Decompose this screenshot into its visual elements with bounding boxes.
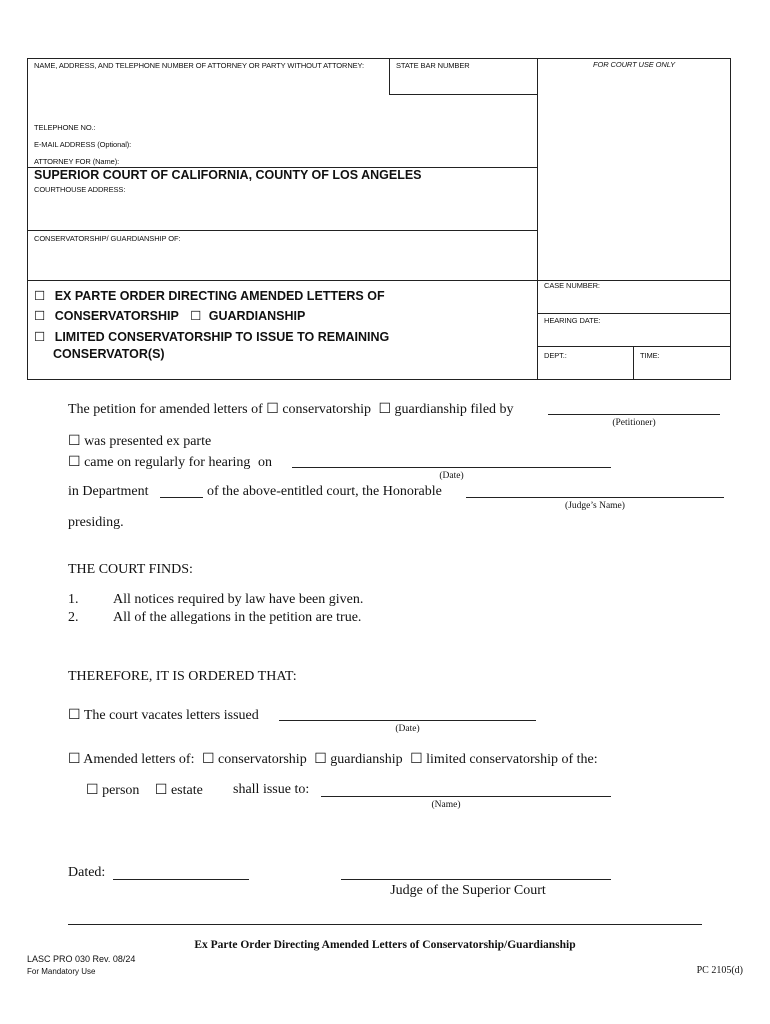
attorney-label: NAME, ADDRESS, AND TELEPHONE NUMBER OF ATTORNEY OR PARTY WITHOUT ATTORNEY: [34, 61, 365, 70]
dated-label: Dated: [68, 865, 106, 880]
petition-line [68, 401, 514, 418]
amended-letters-line [68, 751, 598, 768]
checkbox-amended-conservatorship[interactable]: ☐ [201, 752, 215, 767]
ex-parte-text: was presented ex parte [84, 434, 212, 449]
title-line3 [34, 329, 389, 344]
issue-to-name-field[interactable] [321, 796, 611, 797]
checkbox-ex-parte[interactable]: ☐ [68, 434, 81, 449]
title-guardianship: GUARDIANSHIP [208, 309, 306, 323]
department-text: in Department [68, 484, 149, 499]
title-line1 [34, 288, 385, 303]
checkbox-petition-guardianship[interactable]: ☐ [378, 402, 392, 417]
amended-limited: limited conservatorship of the: [426, 752, 598, 767]
vacates-date-caption: (Date) [395, 724, 420, 734]
hearing-date-caption: (Date) [439, 471, 464, 481]
footer-divider [68, 924, 702, 925]
title-line1-text: EX PARTE ORDER DIRECTING AMENDED LETTERS OF [54, 289, 385, 303]
estate-text: estate [170, 783, 203, 798]
judge-signature-field[interactable] [341, 879, 611, 880]
hearing-text: came on regularly for hearing [84, 455, 251, 470]
hearing-date-label: HEARING DATE: [544, 316, 601, 325]
petition-guardianship: guardianship [394, 402, 467, 417]
time-label: TIME: [640, 351, 660, 360]
telephone-label: TELEPHONE NO.: [34, 123, 96, 132]
checkbox-amended-limited[interactable]: ☐ [410, 752, 423, 767]
footer-title: Ex Parte Order Directing Amended Letters of Conservatorship/Guardianship [194, 939, 576, 951]
title-line3-text: LIMITED CONSERVATORSHIP TO ISSUE TO REMAINING [54, 330, 390, 344]
court-name: SUPERIOR COURT OF CALIFORNIA, COUNTY OF LOS ANGELES [34, 168, 422, 182]
checkbox-person[interactable]: ☐ [86, 783, 99, 798]
title-checkbox-conservatorship[interactable]: ☐ [34, 309, 46, 323]
judge-name-caption: (Judge’s Name) [565, 501, 625, 511]
email-label: E-MAIL ADDRESS (Optional): [34, 140, 132, 149]
petition-text: The petition for amended letters of [68, 402, 263, 417]
vacates-line [68, 707, 259, 724]
hearing-date-field[interactable] [292, 467, 611, 468]
title-checkbox-guardianship[interactable]: ☐ [190, 309, 202, 323]
person-estate-line [86, 782, 203, 799]
amended-guardianship: guardianship [330, 752, 403, 767]
title-conservatorship: CONSERVATORSHIP [54, 309, 179, 323]
court-finds-heading: THE COURT FINDS: [68, 562, 193, 577]
courthouse-label: COURTHOUSE ADDRESS: [34, 185, 126, 194]
issue-to-name-caption: (Name) [431, 800, 461, 810]
checkbox-estate[interactable]: ☐ [154, 783, 168, 798]
judge-signature-label: Judge of the Superior Court [390, 883, 546, 898]
title-checkbox-exparte[interactable]: ☐ [34, 289, 46, 303]
checkbox-vacates[interactable]: ☐ [68, 708, 81, 723]
checkbox-amended[interactable]: ☐ [68, 752, 81, 767]
footer-mandatory: For Mandatory Use [27, 967, 96, 976]
checkbox-hearing[interactable]: ☐ [68, 455, 81, 470]
finding-2-number: 2. [68, 610, 79, 625]
checkbox-amended-guardianship[interactable]: ☐ [314, 752, 327, 767]
state-bar-label: STATE BAR NUMBER [396, 61, 470, 70]
footer-pc-code: PC 2105(d) [696, 965, 743, 976]
amended-letters-text: Amended letters of: [83, 752, 195, 767]
presiding-text: presiding. [68, 515, 124, 530]
department-field[interactable] [160, 497, 203, 498]
checkbox-petition-conservatorship[interactable]: ☐ [266, 402, 279, 417]
hearing-line [68, 454, 272, 471]
above-entitled-text: of the above-entitled court, the Honorable [207, 484, 442, 499]
finding-2: All of the allegations in the petition are true. [113, 610, 362, 625]
petitioner-caption: (Petitioner) [612, 418, 656, 428]
title-line4: CONSERVATOR(S) [53, 347, 165, 361]
title-checkbox-limited[interactable]: ☐ [34, 330, 46, 344]
petitioner-field[interactable] [548, 414, 720, 415]
vacates-date-field[interactable] [279, 720, 536, 721]
dated-field[interactable] [113, 879, 249, 880]
ex-parte-line [68, 433, 211, 450]
amended-conservatorship: conservatorship [218, 752, 307, 767]
ordered-heading: THEREFORE, IT IS ORDERED THAT: [68, 669, 297, 684]
vacates-text: The court vacates letters issued [83, 708, 259, 723]
conservatorship-label: CONSERVATORSHIP/ GUARDIANSHIP OF: [34, 234, 181, 243]
judge-name-field[interactable] [466, 497, 724, 498]
attorney-for-label: ATTORNEY FOR (Name): [34, 157, 120, 166]
hearing-on: on [257, 455, 272, 470]
title-line2 [34, 308, 305, 323]
finding-1: All notices required by law have been given. [113, 592, 364, 607]
finding-1-number: 1. [68, 592, 79, 607]
dept-label: DEPT.: [544, 351, 567, 360]
petition-conservatorship: conservatorship [282, 402, 371, 417]
case-number-label: CASE NUMBER: [544, 281, 600, 290]
footer-form-id: LASC PRO 030 Rev. 08/24 [27, 954, 136, 964]
court-use-label: FOR COURT USE ONLY [593, 60, 675, 69]
shall-issue-text: shall issue to: [233, 782, 310, 797]
person-text: person [102, 783, 140, 798]
petition-filed-by: filed by [470, 402, 514, 417]
